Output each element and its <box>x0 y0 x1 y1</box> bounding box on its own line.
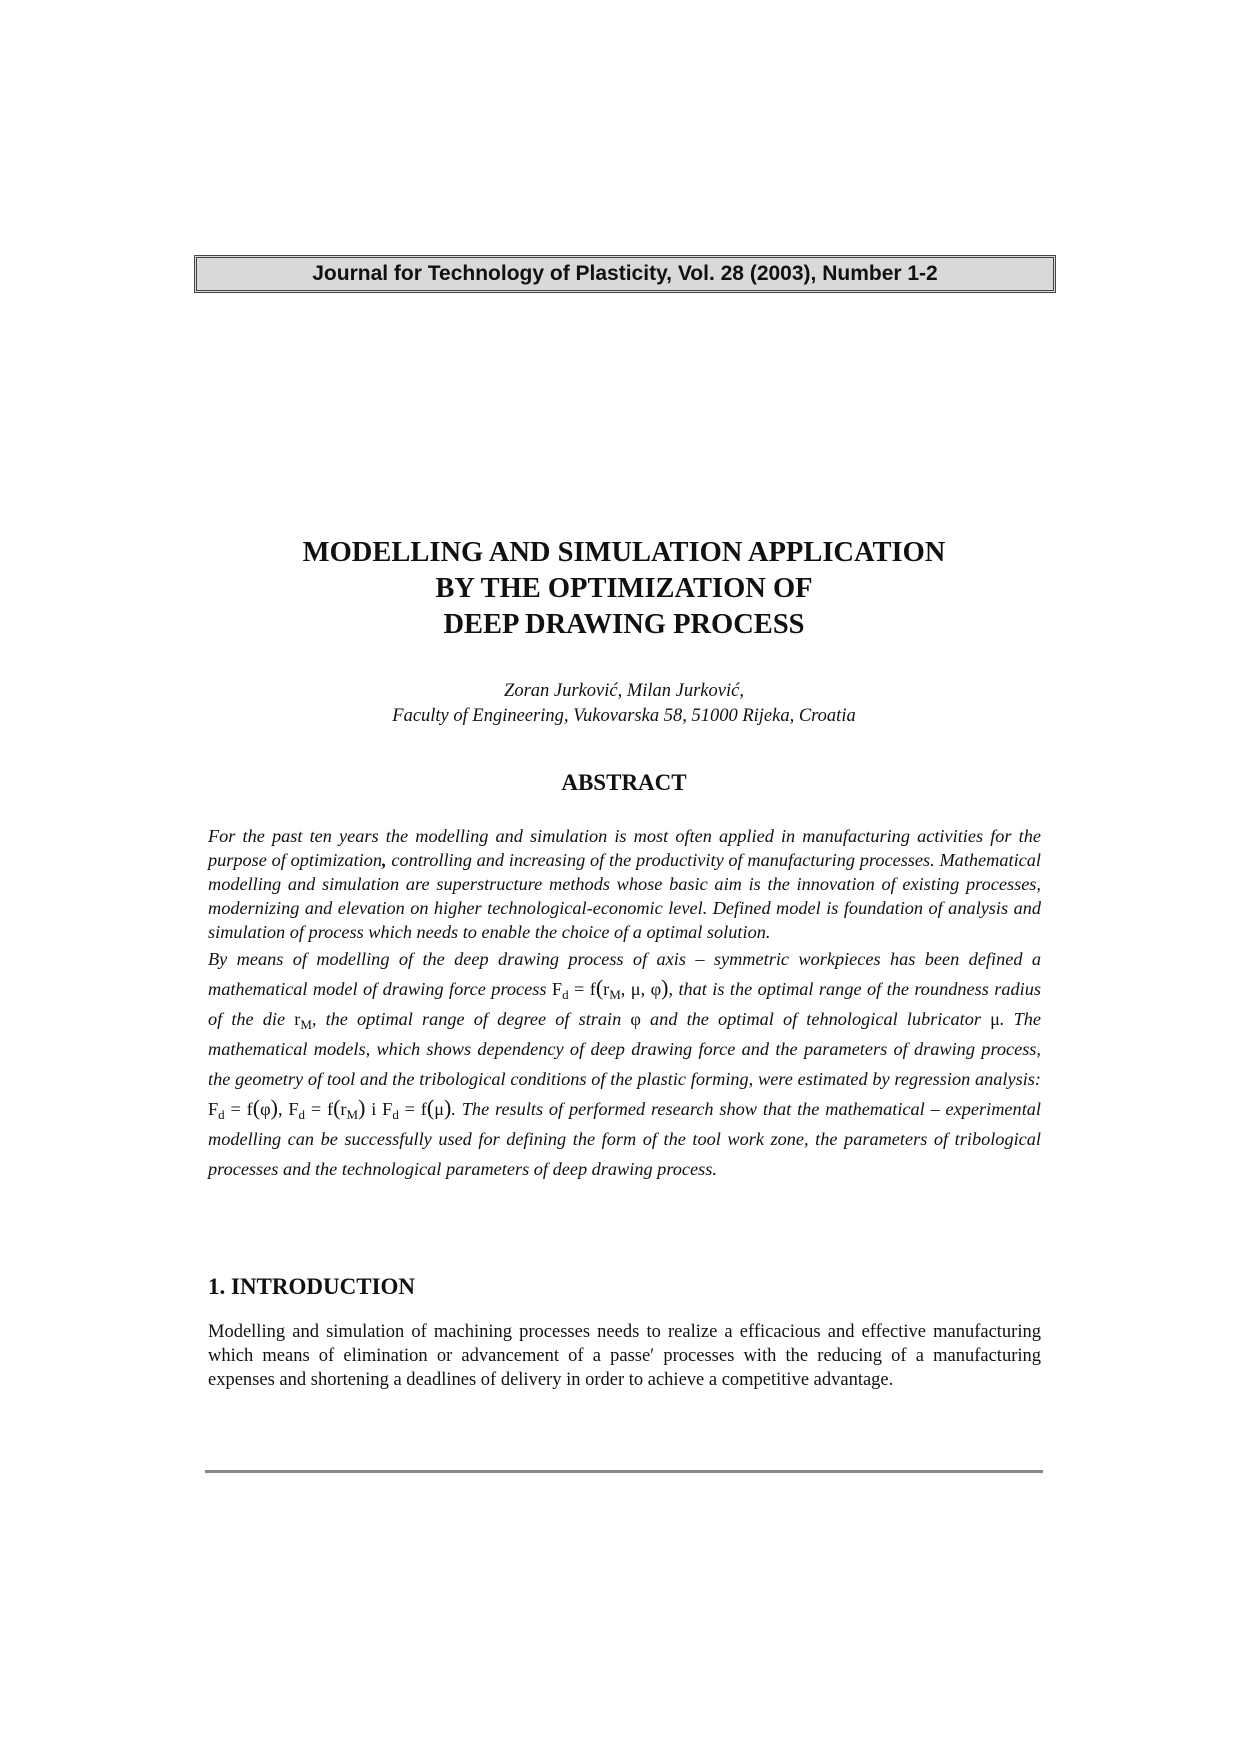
formula-f-rM: $F_d = f(r_M)$ <box>288 1095 366 1122</box>
symbol-rM: $r_M$ <box>294 1009 312 1032</box>
author-block <box>194 679 1054 729</box>
formula-drawing-force: $F_d = f(r_M$, μ, φ) <box>551 975 669 1002</box>
section-heading-introduction: 1. INTRODUCTION <box>208 1274 416 1299</box>
formula-f-mu: $F_d = f(\mu)$ <box>382 1095 452 1122</box>
abstract-heading: ABSTRACT <box>561 770 687 795</box>
symbol-mu: μ <box>990 1009 1000 1029</box>
abstract-paragraph-2: By means of modelling of the deep drawing process of axis – symmetric workpieces has been defined a mathematical model of drawing force process $F_d = f(r_M$, μ, φ), that is the optimal range of the roundness radius of the die $r_M$, the optimal range of degree of strain φ and the optimal of tehnological lubricator μ. The mathematical models, which shows dependency of deep drawing force and the parameters of drawing process, the geometry of tool and the tribological conditions of the plastic forming, were estimated by regression analysis: $F_d = f(\varphi)$, $F_d = f(r_M)$ i $F_d = f(\mu)$. The results of performed research show that the mathematical – experimental modelling can be successfully used for defining the form of the tool work zone, the parameters of tribological processes and the technological parameters of deep drawing process. <box>208 949 1041 1179</box>
paper-title <box>194 535 1054 643</box>
title-line-1: MODELLING AND SIMULATION APPLICATION <box>302 537 946 568</box>
journal-header: Journal for Technology of Plasticity, Vol. 28 (2003), Number 1-2 <box>312 262 938 285</box>
title-line-3: DEEP DRAWING PROCESS <box>443 609 805 640</box>
author-affiliation: Faculty of Engineering, Vukovarska 58, 51000 Rijeka, Croatia <box>392 706 856 726</box>
author-names: Zoran Jurković, Milan Jurković, <box>504 681 744 701</box>
title-line-2: BY THE OPTIMIZATION OF <box>435 573 813 604</box>
formula-f-phi: $F_d = f(\varphi)$ <box>208 1095 278 1122</box>
footer-rule <box>205 1470 1043 1473</box>
abstract-paragraph-1: For the past ten years the modelling and simulation is most often applied in manufacturing activities for the purpose of optimization, controlling and increasing of the productivity of manufacturing processes. Mathematical modelling and simulation are superstructure methods whose basic aim is the innovation of existing processes, modernizing and elevation on higher technological-economic level. Defined model is foundation of analysis and simulation of process which needs to enable the choice of a optimal solution. <box>208 826 1041 942</box>
introduction-paragraph: Modelling and simulation of machining processes needs to realize a efficacious and effective manufacturing which means of elimination or advancement of a passe′ processes with the reducing of a manufacturing expenses and shortening a deadlines of delivery in order to achieve a competitive advantage. <box>208 1322 1041 1390</box>
journal-header-box <box>194 255 1056 293</box>
abstract-body <box>208 824 1041 1184</box>
symbol-phi: φ <box>630 1009 641 1029</box>
